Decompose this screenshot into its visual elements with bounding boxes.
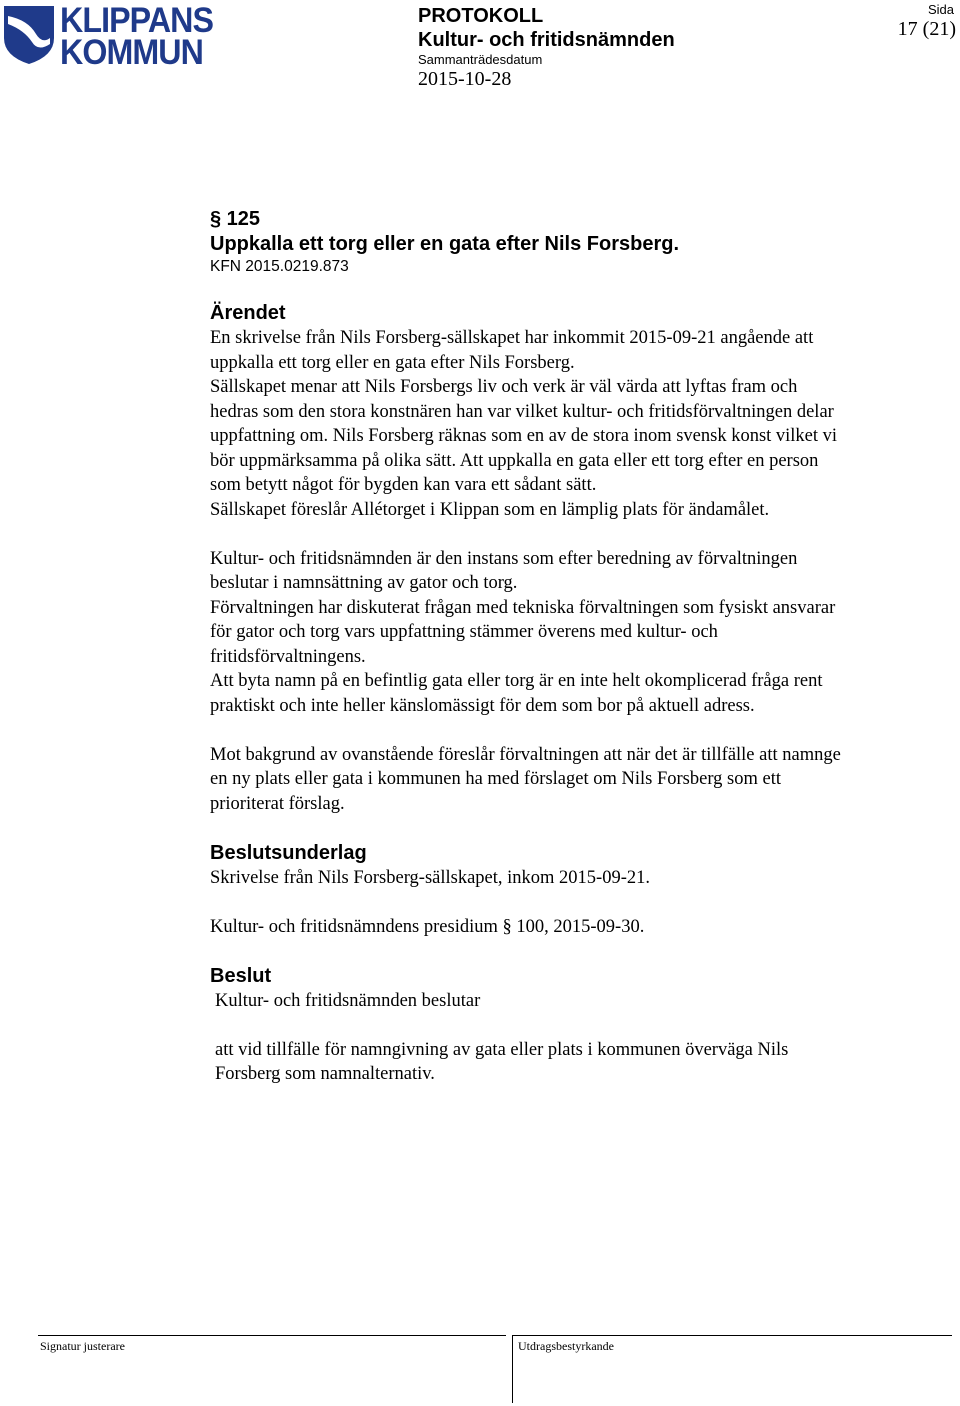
- decision-intro: Kultur- och fritidsnämnden beslutar: [215, 990, 481, 1011]
- text-line: en ny plats eller gata i kommunen ha med förslaget om Nils Forsberg som ett: [210, 769, 781, 789]
- text-line: prioriterat förslag.: [210, 793, 345, 814]
- basis-item: Kultur- och fritidsnämndens presidium § 100, 2015-09-30.: [210, 916, 645, 937]
- basis-item: Skrivelse från Nils Forsberg-sällskapet, inkom 2015-09-21.: [210, 867, 650, 888]
- text-line: som betytt något för bygden kan vara ett sådant sätt.: [210, 475, 597, 495]
- committee-name: Kultur- och fritidsnämnden: [418, 29, 675, 51]
- signature-label: Signatur justerare: [40, 1339, 125, 1353]
- text-line: Sällskapet menar att Nils Forsbergs liv och verk är väl värda att lyftas fram och: [210, 377, 798, 397]
- protocol-paragraph: [210, 207, 950, 1087]
- paragraph-number: § 125: [210, 208, 261, 230]
- document-type: PROTOKOLL: [418, 5, 544, 27]
- signature-line: [38, 1335, 506, 1336]
- footer-divider: [512, 1335, 513, 1403]
- text-line: En skrivelse från Nils Forsberg-sällskapet har inkommit 2015-09-21 angående att: [210, 328, 814, 348]
- section-heading-arendet: Ärendet: [210, 302, 286, 324]
- diary-number: KFN 2015.0219.873: [210, 258, 349, 275]
- decision-block: [215, 989, 950, 1087]
- text-line: praktiskt och inte heller känslomässigt för dem som bor på aktuell adress.: [210, 695, 755, 716]
- decision-line: att vid tillfälle för namngivning av gata eller plats i kommunen överväga Nils: [215, 1039, 789, 1060]
- decision-line: Forsberg som namnalternativ.: [215, 1064, 435, 1084]
- section-heading-beslutsunderlag: Beslutsunderlag: [210, 841, 367, 864]
- page-number: 17 (21): [897, 18, 956, 40]
- text-line: för gator och torg vars uppfattning stämmer överens med kultur- och: [210, 622, 718, 642]
- text-line: beslutar i namnsättning av gator och torg.: [210, 573, 518, 593]
- meeting-date: 2015-10-28: [418, 68, 512, 90]
- text-line: Förvaltningen har diskuterat frågan med tekniska förvaltningen som fysiskt ansvarar: [210, 597, 836, 618]
- text-line: Att byta namn på en befintlig gata eller torg är en inte helt okomplicerad fråga rent: [210, 671, 823, 691]
- text-line: Sällskapet föreslår Allétorget i Klippan som en lämplig plats för ändamålet.: [210, 499, 770, 520]
- text-line: bör uppmärksamma på olika sätt. Att uppkalla en gata eller ett torg efter en person: [210, 450, 819, 471]
- extract-certification-label: Utdragsbestyrkande: [518, 1339, 614, 1353]
- text-line: Mot bakgrund av ovanstående föreslår förvaltningen att när det är tillfälle att namnge: [210, 744, 841, 765]
- logo-text-line2: KOMMUN: [60, 33, 203, 72]
- paragraph-title: Uppkalla ett torg eller en gata efter Nils Forsberg.: [210, 233, 680, 255]
- municipality-logo: [2, 1, 217, 72]
- section-heading-beslut: Beslut: [210, 964, 272, 987]
- text-line: hedras som den stora konstnären han var vilket kultur- och fritidsförvaltningen delar: [210, 401, 834, 422]
- page-label: Sida: [927, 2, 954, 17]
- text-line: fritidsförvaltningens.: [210, 646, 366, 667]
- coat-of-arms-icon: [2, 4, 58, 66]
- text-line: uppfattning om. Nils Forsberg räknas som en av de stora inom svensk konst vilket vi: [210, 426, 838, 446]
- meeting-date-label: Sammanträdesdatum: [418, 52, 543, 67]
- text-line: uppkalla ett torg eller en gata efter Nils Forsberg.: [210, 352, 575, 373]
- text-line: Kultur- och fritidsnämnden är den instans som efter beredning av förvaltningen: [210, 548, 798, 569]
- logo-text-line1: KLIPPANS: [60, 1, 214, 40]
- extract-line: [512, 1335, 952, 1336]
